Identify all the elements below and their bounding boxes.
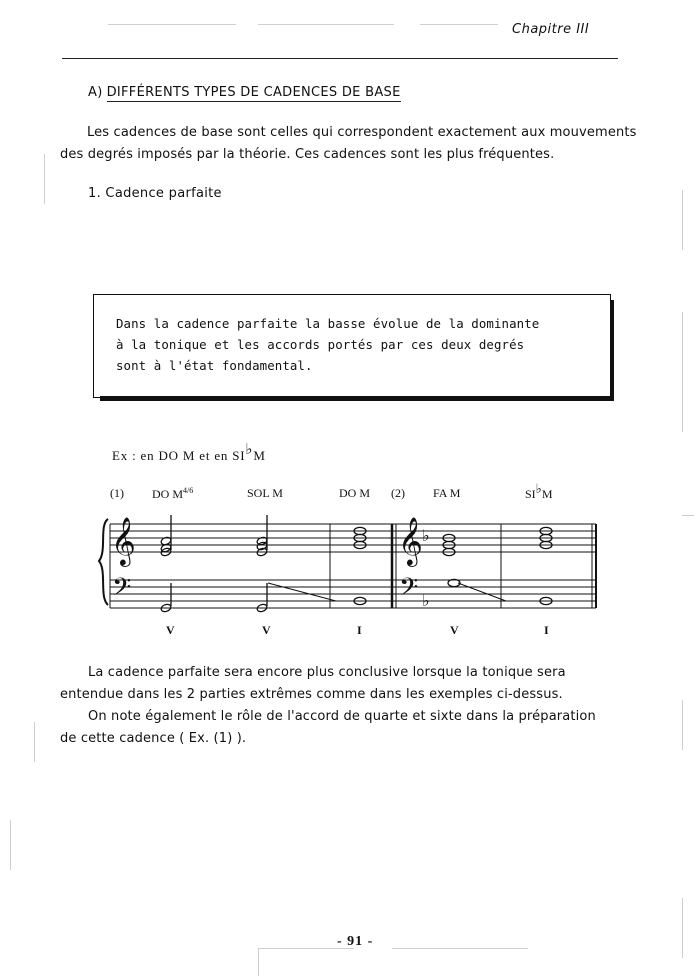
scan-artifact [392,948,528,949]
conclusion-paragraph [60,662,640,750]
degree-label: I [357,623,362,637]
definition-line: Dans la cadence parfaite la basse évolue de la dominante [116,316,540,331]
box-shadow-right [610,300,614,401]
chord-label-text: DO M [152,487,184,501]
degree-label: V [450,623,459,637]
chord-label: (2) [391,486,405,500]
subsection-heading: 1. Cadence parfaite [88,186,222,201]
scan-artifact [258,24,394,25]
treble-staff [110,524,596,552]
scan-artifact [258,948,259,976]
header-rule [62,58,618,59]
scan-artifact [34,722,35,762]
chord-label-suffix: M [541,487,553,501]
bass-clef-icon: 𝄢 [399,573,419,608]
degree-label: I [544,623,549,637]
conclusion-line: entendue dans les 2 parties extrêmes comme dans les exemples ci-dessus. [60,687,563,702]
chord-figure: 4/6 [183,486,194,495]
scan-artifact [682,898,683,958]
scan-artifact [44,154,45,204]
scan-artifact [682,700,683,750]
voice-leading-line [458,583,506,601]
example-label-suffix: M [253,448,266,463]
flat-glyph: ♭ [245,442,254,458]
flat-glyph: ♭ [535,481,542,496]
chord-label: SOL M [247,486,283,500]
key-signature-flat-icon: ♭ [422,526,430,545]
bass-clef-icon: 𝄢 [112,573,132,608]
example-label [112,442,266,465]
scan-artifact [682,312,683,432]
treble-clef-icon: 𝄞 [111,516,136,565]
chord-label: DO M [339,486,371,500]
treble-clef-icon: 𝄞 [398,516,423,565]
chord-label [152,486,193,502]
music-score [96,505,602,620]
scan-artifact [420,24,498,25]
conclusion-line: La cadence parfaite sera encore plus conclusive lorsque la tonique sera [88,665,566,680]
conclusion-line: On note également le rôle de l'accord de quarte et sixte dans la préparation [88,709,596,724]
scan-artifact [10,820,11,870]
intro-line: Les cadences de base sont celles qui correspondent exactement aux mouvements [87,125,637,140]
bass-staff [110,580,596,608]
example-label-text: Ex : en DO M et en SI [112,448,246,463]
conclusion-line: de cette cadence ( Ex. (1) ). [60,731,247,746]
scan-artifact [682,190,683,250]
intro-line: des degrés imposés par la théorie. Ces cadences sont les plus fréquentes. [60,147,555,162]
intro-paragraph [60,122,640,166]
chord-label: FA M [433,486,461,500]
definition-line: sont à l'état fondamental. [116,358,313,373]
chord-solm-treble [256,515,268,557]
key-signature-flat-icon: ♭ [422,591,430,610]
section-heading [88,85,401,100]
definition-line: à la tonique et les accords portés par ces deux degrés [116,337,525,352]
degree-label: V [262,623,271,637]
degree-label: V [166,623,175,637]
section-number: A) [88,85,103,100]
definition-text [116,313,596,376]
grand-staff-brace [99,519,108,605]
chord-dom64-treble [160,515,172,557]
voice-leading-line [268,583,336,601]
page-number: - 91 - [337,934,374,949]
scan-artifact [682,515,694,516]
chord-label: (1) [110,486,124,500]
chapter-heading: Chapitre III [512,22,590,37]
box-shadow-bottom [100,396,613,401]
scan-artifact [108,24,236,25]
chord-label [525,481,553,502]
chord-label-text: SI [525,487,536,501]
section-title: DIFFÉRENTS TYPES DE CADENCES DE BASE [106,85,401,100]
